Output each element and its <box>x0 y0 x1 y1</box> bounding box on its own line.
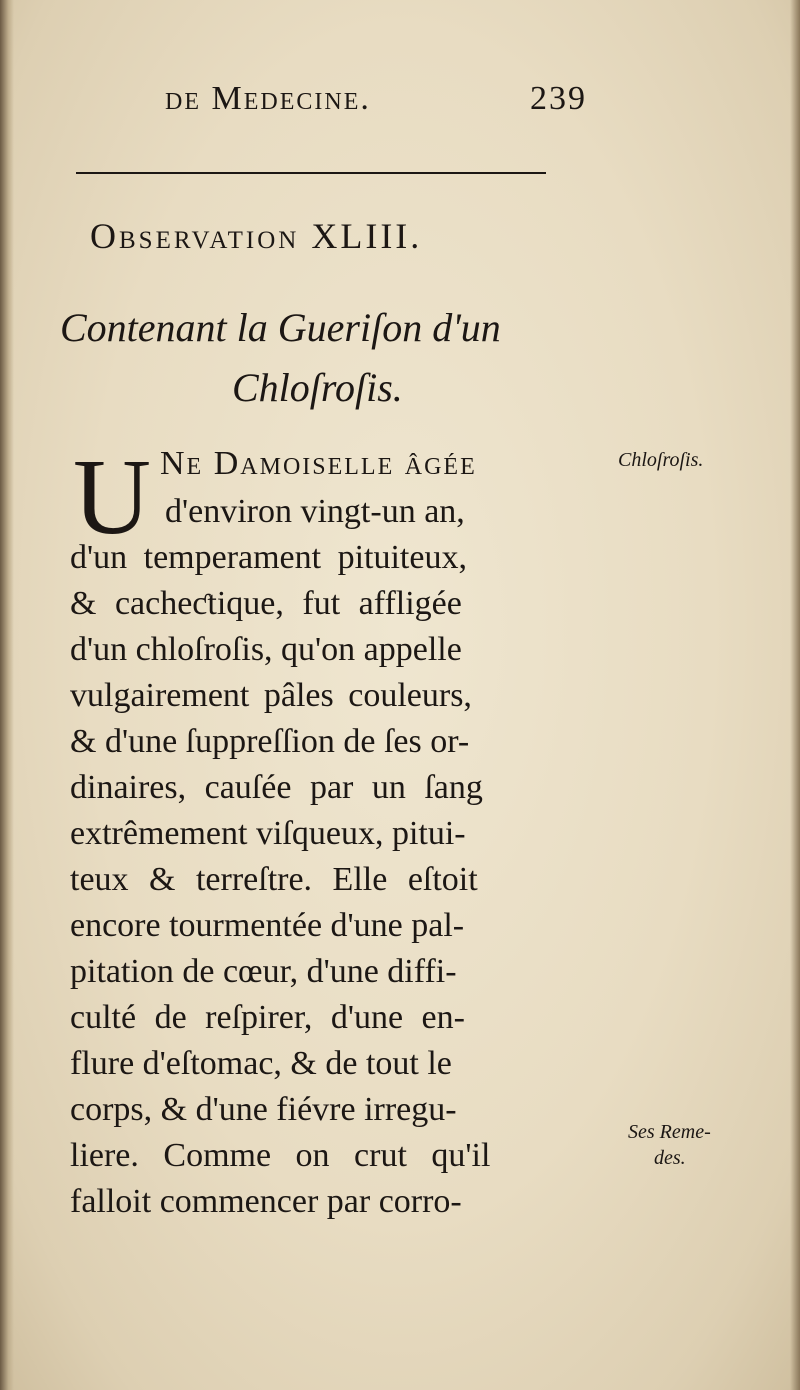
text-line: falloit commencer par corro- <box>70 1183 462 1220</box>
text-line: vulgairement pâles couleurs, <box>70 677 472 714</box>
margin-note-remedies-line-2: des. <box>654 1147 686 1169</box>
text-line: flure d'eſtomac, & de tout le <box>70 1045 452 1082</box>
text-line: dinaires, cauſée par un ſang <box>70 769 483 806</box>
subtitle-line-1: Contenant la Gueriſon d'un <box>60 305 501 350</box>
text-line: liere. Comme on crut qu'il <box>70 1137 491 1174</box>
text-line: Ne Damoiselle âgée <box>160 445 477 482</box>
text-line: pitation de cœur, d'une diffi- <box>70 953 457 990</box>
margin-note-chlosrosis: Chloſroſis. <box>618 449 704 471</box>
observation-subtitle <box>60 298 620 418</box>
text-line: d'environ vingt-un an, <box>165 493 465 530</box>
text-line: & d'une ſuppreſſion de ſes or- <box>70 723 470 760</box>
text-line: extrêmement viſqueux, pitui- <box>70 815 466 852</box>
running-title: de Medecine. <box>165 80 371 117</box>
text-line: teux & terreſtre. Elle eſtoit <box>70 861 478 898</box>
text-line: d'un temperament pituiteux, <box>70 539 467 576</box>
page-number: 239 <box>530 80 587 117</box>
subtitle-line-2: Chloſroſis. <box>232 365 403 410</box>
text-line: & cacheƈtique, fut affligée <box>70 585 462 622</box>
text-line: culté de reſpirer, d'une en- <box>70 999 465 1036</box>
observation-title: Observation XLIII. <box>90 216 423 256</box>
drop-capital: U <box>73 438 151 557</box>
header-rule <box>76 172 546 174</box>
page-header <box>165 80 605 130</box>
margin-note-remedies-line-1: Ses Reme- <box>628 1121 711 1143</box>
text-line: corps, & d'une fiévre irregu- <box>70 1091 457 1128</box>
text-line: d'un chloſroſis, qu'on appelle <box>70 631 462 668</box>
text-line: encore tourmentée d'une pal- <box>70 907 465 944</box>
